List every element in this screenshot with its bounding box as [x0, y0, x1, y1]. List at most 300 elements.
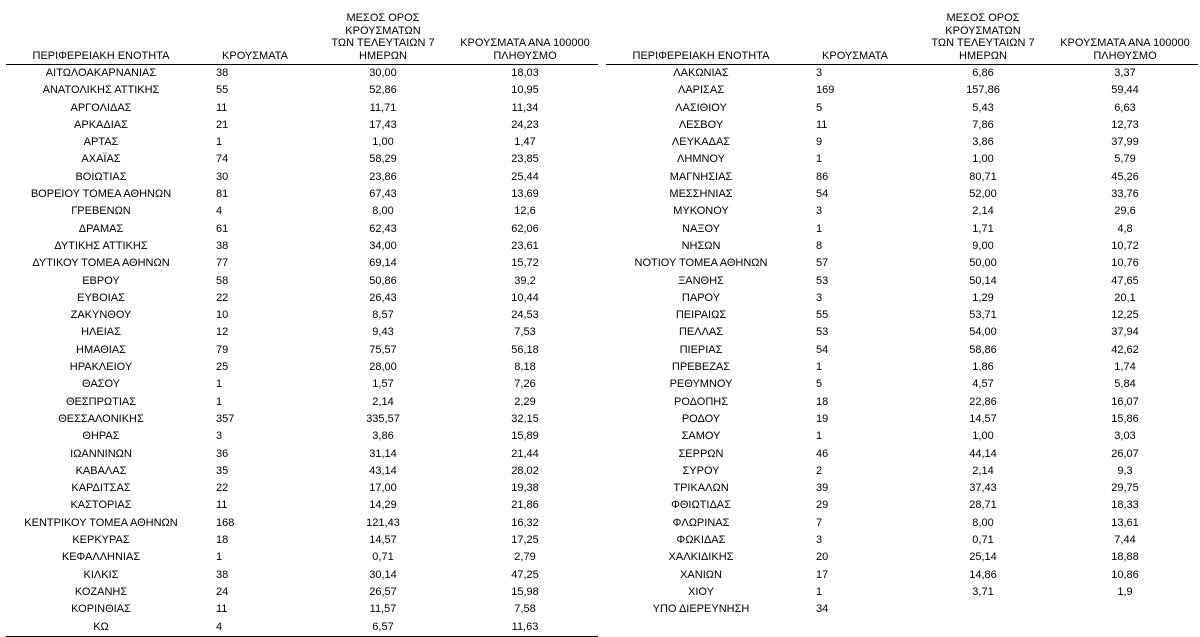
region-cell: ΠΕΛΛΑΣ — [678, 326, 724, 339]
incidence-cell: 5,79 — [1114, 153, 1136, 166]
avg-cell: 52,86 — [369, 84, 397, 97]
table-row — [6, 65, 598, 83]
region-cell: ΒΟΡΕΙΟΥ ΤΟΜΕΑ ΑΘΗΝΩΝ — [30, 188, 172, 201]
region-cell: ΚΟΡΙΝΘΙΑΣ — [71, 603, 131, 616]
region-cell: ΥΠΟ ΔΙΕΡΕΥΝΗΣΗ — [652, 603, 750, 616]
incidence-cell: 2,29 — [514, 395, 536, 408]
cases-cell: 3 — [816, 205, 823, 218]
avg-cell: 28,00 — [369, 361, 397, 374]
incidence-cell: 32,15 — [511, 412, 539, 425]
cases-cell: 3 — [816, 67, 823, 79]
region-cell: ΑΡΚΑΔΙΑΣ — [74, 118, 128, 131]
header-region: ΠΕΡΙΦΕΡΕΙΑΚΗ ΕΝΟΤΗΤΑ — [606, 12, 796, 65]
table-row — [6, 394, 598, 411]
header-cases: ΚΡΟΥΣΜΑΤΑ — [196, 12, 314, 65]
incidence-cell: 18,88 — [1111, 551, 1139, 564]
region-cell: ΛΑΣΙΘΙΟΥ — [675, 101, 727, 114]
region-cell: ΛΑΚΩΝΙΑΣ — [673, 67, 729, 79]
cases-cell: 57 — [816, 257, 829, 270]
incidence-cell: 10,72 — [1111, 239, 1139, 252]
avg-cell: 9,00 — [972, 239, 994, 252]
table-row — [6, 290, 598, 307]
table-row — [606, 117, 1198, 134]
incidence-cell: 15,98 — [511, 585, 539, 598]
incidence-cell: 6,63 — [1114, 101, 1136, 114]
cases-cell: 25 — [216, 361, 229, 374]
incidence-cell: 62,06 — [511, 222, 539, 235]
incidence-cell: 24,23 — [511, 118, 539, 131]
table-row — [6, 186, 598, 203]
avg-cell: 58,86 — [969, 343, 997, 356]
cases-cell: 5 — [816, 101, 823, 114]
table-row — [6, 151, 598, 168]
region-cell: ΑΡΓΟΛΙΔΑΣ — [70, 101, 132, 114]
cases-cell: 357 — [216, 412, 235, 425]
incidence-cell: 47,25 — [511, 568, 539, 581]
table-row — [606, 151, 1198, 168]
incidence-cell: 26,07 — [1111, 447, 1139, 460]
region-cell: ΧΑΝΙΩΝ — [680, 568, 722, 581]
region-cell: ΕΒΡΟΥ — [82, 274, 120, 287]
cases-cell: 168 — [216, 516, 235, 529]
region-cell: ΑΧΑΪΑΣ — [81, 153, 121, 166]
cases-cell: 38 — [216, 568, 229, 581]
avg-cell: 22,86 — [969, 395, 997, 408]
table-row — [6, 255, 598, 272]
region-cell: ΤΡΙΚΑΛΩΝ — [673, 482, 729, 495]
avg-cell: 34,00 — [369, 239, 397, 252]
cases-cell: 39 — [816, 482, 829, 495]
region-cell: ΚΕΦΑΛΛΗΝΙΑΣ — [61, 551, 141, 564]
table-row — [606, 549, 1198, 566]
incidence-cell: 4,8 — [1117, 222, 1133, 235]
cases-cell: 53 — [816, 326, 829, 339]
region-cell: ΒΟΙΩΤΙΑΣ — [75, 170, 127, 183]
avg-cell: 8,57 — [372, 309, 394, 322]
avg-cell: 6,57 — [372, 620, 394, 633]
avg-cell: 2,14 — [972, 205, 994, 218]
incidence-cell: 12,6 — [514, 205, 536, 218]
region-cell: ΗΜΑΘΙΑΣ — [76, 343, 126, 356]
avg-cell: 14,86 — [969, 568, 997, 581]
avg-cell: 52,00 — [969, 188, 997, 201]
table-body-right — [606, 65, 1198, 619]
cases-cell: 11 — [816, 118, 828, 131]
table-row — [606, 463, 1198, 480]
table-row — [606, 584, 1198, 601]
region-cell: ΡΟΔΟΠΗΣ — [673, 395, 729, 408]
region-cell: ΣΑΜΟΥ — [681, 430, 721, 443]
cases-cell: 55 — [816, 309, 829, 322]
right-table-panel — [606, 12, 1198, 619]
avg-cell: 80,71 — [969, 170, 997, 183]
incidence-cell: 42,62 — [1111, 343, 1139, 356]
incidence-cell: 37,94 — [1111, 326, 1139, 339]
table-row — [606, 342, 1198, 359]
cases-cell: 5 — [816, 378, 823, 391]
incidence-cell: 21,44 — [511, 447, 539, 460]
avg-cell: 9,43 — [372, 326, 394, 339]
avg-cell: 31,14 — [369, 447, 397, 460]
table-row — [606, 238, 1198, 255]
cases-cell: 169 — [816, 84, 835, 97]
region-cell: ΞΑΝΘΗΣ — [678, 274, 724, 287]
cases-cell: 11 — [216, 603, 228, 616]
cases-cell: 7 — [816, 516, 823, 529]
cases-cell: 1 — [816, 222, 823, 235]
region-cell: ΠΑΡΟΥ — [681, 291, 721, 304]
table-row — [606, 221, 1198, 238]
region-cell: ΝΑΞΟΥ — [682, 222, 720, 235]
region-cell: ΚΕΝΤΡΙΚΟΥ ΤΟΜΕΑ ΑΘΗΝΩΝ — [24, 516, 178, 529]
region-cell: ΘΑΣΟΥ — [81, 378, 121, 391]
cases-cell: 53 — [816, 274, 829, 287]
cases-cell: 2 — [816, 464, 823, 477]
incidence-cell: 7,44 — [1114, 534, 1136, 547]
avg-cell: 26,43 — [369, 291, 397, 304]
table-row — [6, 376, 598, 393]
region-cell: ΑΝΑΤΟΛΙΚΗΣ ΑΤΤΙΚΗΣ — [42, 84, 160, 97]
avg-cell: 25,14 — [969, 551, 997, 564]
region-cell: ΜΥΚΟΝΟΥ — [673, 205, 729, 218]
incidence-cell: 17,25 — [511, 534, 539, 547]
table-row — [606, 394, 1198, 411]
table-row — [606, 532, 1198, 549]
incidence-cell: 3,03 — [1114, 430, 1136, 443]
table-row — [6, 601, 598, 618]
table-row — [6, 82, 598, 99]
avg-cell: 8,00 — [372, 205, 394, 218]
region-cell: ΑΙΤΩΛΟΑΚΑΡΝΑΝΙΑΣ — [45, 67, 157, 79]
region-cell: ΧΙΟΥ — [688, 585, 714, 598]
avg-cell: 3,86 — [972, 136, 994, 149]
header-cases: ΚΡΟΥΣΜΑΤΑ — [796, 12, 914, 65]
incidence-cell: 2,79 — [514, 551, 536, 564]
table-row — [6, 238, 598, 255]
cases-cell: 81 — [216, 188, 229, 201]
cases-cell: 1 — [816, 585, 823, 598]
table-row — [6, 100, 598, 117]
region-cell: ΠΡΕΒΕΖΑΣ — [671, 361, 731, 374]
table-row — [6, 463, 598, 480]
avg-cell: 1,29 — [972, 291, 994, 304]
avg-cell: 28,71 — [969, 499, 997, 512]
region-cell: ΧΑΛΚΙΔΙΚΗΣ — [668, 551, 734, 564]
avg-cell: 14,57 — [369, 534, 397, 547]
incidence-cell: 7,26 — [514, 378, 536, 391]
avg-cell: 6,86 — [972, 67, 994, 79]
incidence-cell: 10,76 — [1111, 257, 1139, 270]
avg-cell: 30,14 — [369, 568, 397, 581]
table-row — [6, 307, 598, 324]
cases-cell: 86 — [816, 170, 829, 183]
table-row — [6, 169, 598, 186]
cases-cell: 3 — [216, 430, 223, 443]
incidence-cell — [1052, 601, 1198, 618]
region-cell: ΔΥΤΙΚΟΥ ΤΟΜΕΑ ΑΘΗΝΩΝ — [32, 257, 170, 270]
region-cell: ΣΥΡΟΥ — [682, 464, 720, 477]
region-cell: ΠΙΕΡΙΑΣ — [679, 343, 723, 356]
cases-cell: 74 — [216, 153, 229, 166]
avg-cell — [914, 601, 1052, 618]
incidence-cell: 28,02 — [511, 464, 539, 477]
avg-cell: 23,86 — [369, 170, 397, 183]
avg-cell: 0,71 — [972, 534, 994, 547]
cases-cell: 30 — [216, 170, 229, 183]
cases-cell: 1 — [816, 430, 823, 443]
table-row — [606, 82, 1198, 99]
incidence-cell: 7,58 — [514, 603, 536, 616]
avg-cell: 53,71 — [969, 309, 997, 322]
incidence-cell: 45,26 — [1111, 170, 1139, 183]
cases-table-right — [606, 12, 1198, 619]
cases-cell: 12 — [216, 326, 229, 339]
table-row — [6, 342, 598, 359]
cases-cell: 11 — [216, 499, 228, 512]
cases-cell: 1 — [816, 153, 823, 166]
table-row — [606, 515, 1198, 532]
table-row — [606, 601, 1198, 618]
incidence-cell: 10,86 — [1111, 568, 1139, 581]
region-cell: ΗΛΕΙΑΣ — [81, 326, 121, 339]
avg-cell: 1,00 — [972, 153, 994, 166]
region-cell: ΘΕΣΠΡΩΤΙΑΣ — [65, 395, 137, 408]
table-header-row — [606, 12, 1198, 65]
table-row — [606, 428, 1198, 445]
avg-cell: 58,29 — [369, 153, 397, 166]
table-row — [6, 273, 598, 290]
avg-cell: 17,43 — [369, 118, 397, 131]
table-row — [606, 307, 1198, 324]
region-cell: ΘΗΡΑΣ — [82, 430, 120, 443]
avg-cell: 335,57 — [366, 412, 400, 425]
cases-cell: 58 — [216, 274, 229, 287]
table-row — [606, 186, 1198, 203]
avg-cell: 121,43 — [366, 516, 400, 529]
header-incidence: ΚΡΟΥΣΜΑΤΑ ΑΝΑ 100000 ΠΛΗΘΥΣΜΟ — [452, 12, 598, 65]
region-cell: ΜΑΓΝΗΣΙΑΣ — [669, 170, 733, 183]
cases-cell: 8 — [816, 239, 823, 252]
cases-cell: 10 — [216, 309, 229, 322]
cases-table-left — [6, 12, 598, 637]
table-row — [6, 359, 598, 376]
cases-cell: 21 — [216, 118, 229, 131]
table-row — [606, 497, 1198, 514]
table-row — [606, 100, 1198, 117]
avg-cell: 3,71 — [972, 585, 994, 598]
incidence-cell: 1,47 — [514, 136, 536, 149]
cases-cell: 9 — [816, 136, 823, 149]
cases-cell: 4 — [216, 620, 223, 633]
incidence-cell: 15,89 — [511, 430, 539, 443]
region-cell: ΡΕΘΥΜΝΟΥ — [669, 378, 733, 391]
incidence-cell: 25,44 — [511, 170, 539, 183]
incidence-cell: 13,61 — [1111, 516, 1139, 529]
region-cell: ΚΑΣΤΟΡΙΑΣ — [70, 499, 132, 512]
region-cell: ΝΟΤΙΟΥ ΤΟΜΕΑ ΑΘΗΝΩΝ — [634, 257, 768, 270]
incidence-cell: 18,33 — [1111, 499, 1139, 512]
table-row — [6, 221, 598, 238]
incidence-cell: 12,25 — [1111, 309, 1139, 322]
table-row — [606, 290, 1198, 307]
cases-cell: 34 — [816, 603, 829, 616]
header-region: ΠΕΡΙΦΕΡΕΙΑΚΗ ΕΝΟΤΗΤΑ — [6, 12, 196, 65]
table-row — [606, 203, 1198, 220]
region-cell: ΔΥΤΙΚΗΣ ΑΤΤΙΚΗΣ — [54, 239, 148, 252]
table-row — [606, 411, 1198, 428]
incidence-cell: 37,99 — [1111, 136, 1139, 149]
avg-cell: 62,43 — [369, 222, 397, 235]
incidence-cell: 10,44 — [511, 291, 539, 304]
avg-cell: 26,57 — [369, 585, 397, 598]
avg-cell: 1,00 — [972, 430, 994, 443]
avg-cell: 50,00 — [969, 257, 997, 270]
cases-cell: 19 — [816, 412, 829, 425]
cases-cell: 18 — [816, 395, 829, 408]
cases-cell: 29 — [816, 499, 829, 512]
incidence-cell: 15,72 — [511, 257, 539, 270]
table-row — [606, 273, 1198, 290]
cases-cell: 3 — [816, 291, 823, 304]
cases-cell: 46 — [816, 447, 829, 460]
avg-cell: 54,00 — [969, 326, 997, 339]
incidence-cell: 18,03 — [511, 67, 539, 79]
incidence-cell: 29,75 — [1111, 482, 1139, 495]
incidence-cell: 7,53 — [514, 326, 536, 339]
table-row — [6, 584, 598, 601]
incidence-cell: 15,86 — [1111, 412, 1139, 425]
avg-cell: 11,71 — [369, 101, 397, 114]
avg-cell: 14,57 — [969, 412, 997, 425]
avg-cell: 30,00 — [369, 67, 397, 79]
incidence-cell: 19,38 — [511, 482, 539, 495]
table-row — [606, 359, 1198, 376]
avg-cell: 1,71 — [972, 222, 994, 235]
incidence-cell: 8,18 — [514, 361, 536, 374]
table-row — [606, 480, 1198, 497]
incidence-cell: 16,07 — [1111, 395, 1139, 408]
incidence-cell: 59,44 — [1111, 84, 1139, 97]
table-row — [606, 255, 1198, 272]
region-cell: ΛΕΣΒΟΥ — [678, 118, 724, 131]
table-row — [606, 376, 1198, 393]
cases-cell: 54 — [816, 343, 829, 356]
table-row — [606, 567, 1198, 584]
avg-cell: 50,86 — [369, 274, 397, 287]
cases-cell: 22 — [216, 482, 229, 495]
table-body-left — [6, 65, 598, 637]
table-row — [6, 497, 598, 514]
cases-cell: 24 — [216, 585, 229, 598]
region-cell: ΚΑΡΔΙΤΣΑΣ — [71, 482, 131, 495]
region-cell: ΖΑΚΥΝΘΟΥ — [70, 309, 132, 322]
table-row — [606, 446, 1198, 463]
incidence-cell: 3,37 — [1114, 67, 1136, 79]
region-cell: ΛΑΡΙΣΑΣ — [677, 84, 724, 97]
region-cell: ΝΗΣΩΝ — [681, 239, 721, 252]
table-row — [606, 324, 1198, 341]
avg-cell: 44,14 — [969, 447, 997, 460]
table-row — [6, 411, 598, 428]
cases-cell: 1 — [216, 378, 223, 391]
avg-cell: 43,14 — [369, 464, 397, 477]
table-row — [6, 203, 598, 220]
incidence-cell: 29,6 — [1114, 205, 1136, 218]
avg-cell: 8,00 — [972, 516, 994, 529]
avg-cell: 2,14 — [372, 395, 394, 408]
table-header-row — [6, 12, 598, 65]
table-row — [6, 324, 598, 341]
region-cell: ΚΙΛΚΙΣ — [83, 568, 119, 581]
incidence-cell: 11,34 — [511, 101, 539, 114]
incidence-cell: 39,2 — [514, 274, 536, 287]
incidence-cell: 1,9 — [1117, 585, 1133, 598]
cases-cell: 1 — [216, 136, 223, 149]
region-cell: ΓΡΕΒΕΝΩΝ — [71, 205, 131, 218]
avg-cell: 67,43 — [369, 188, 397, 201]
avg-cell: 2,14 — [972, 464, 994, 477]
header-avg: ΜΕΣΟΣ ΟΡΟΣ ΚΡΟΥΣΜΑΤΩΝ ΤΩΝ ΤΕΛΕΥΤΑΙΩΝ 7 ΗΜΕΡΩΝ — [314, 12, 452, 65]
cases-cell: 77 — [216, 257, 229, 270]
avg-cell: 11,57 — [369, 603, 397, 616]
table-row — [606, 134, 1198, 151]
cases-cell: 18 — [216, 534, 229, 547]
cases-cell: 55 — [216, 84, 229, 97]
region-cell: ΚΕΡΚΥΡΑΣ — [72, 534, 130, 547]
region-cell: ΚΟΖΑΝΗΣ — [74, 585, 128, 598]
table-row — [6, 480, 598, 497]
region-cell: ΦΩΚΙΔΑΣ — [676, 534, 726, 547]
header-avg: ΜΕΣΟΣ ΟΡΟΣ ΚΡΟΥΣΜΑΤΩΝ ΤΩΝ ΤΕΛΕΥΤΑΙΩΝ 7 ΗΜΕΡΩΝ — [914, 12, 1052, 65]
incidence-cell: 56,18 — [511, 343, 539, 356]
incidence-cell: 13,69 — [511, 188, 539, 201]
cases-cell: 1 — [816, 361, 823, 374]
table-row — [6, 532, 598, 549]
region-cell: ΦΛΩΡΙΝΑΣ — [672, 516, 730, 529]
avg-cell: 0,71 — [372, 551, 394, 564]
cases-cell: 4 — [216, 205, 223, 218]
region-cell: ΛΗΜΝΟΥ — [677, 153, 725, 166]
region-cell: ΙΩΑΝΝΙΝΩΝ — [70, 447, 132, 460]
cases-cell: 79 — [216, 343, 229, 356]
cases-cell: 35 — [216, 464, 229, 477]
incidence-cell: 11,63 — [511, 620, 539, 633]
avg-cell: 1,00 — [372, 136, 394, 149]
cases-cell: 22 — [216, 291, 229, 304]
region-cell: ΗΡΑΚΛΕΙΟΥ — [69, 361, 133, 374]
cases-cell: 3 — [816, 534, 823, 547]
table-row — [6, 446, 598, 463]
table-row — [6, 549, 598, 566]
table-row — [6, 515, 598, 532]
table-row — [6, 134, 598, 151]
left-table-panel — [6, 12, 598, 637]
region-cell: ΡΟΔΟΥ — [681, 412, 721, 425]
cases-cell: 36 — [216, 447, 229, 460]
avg-cell: 3,86 — [372, 430, 394, 443]
incidence-cell: 33,76 — [1111, 188, 1139, 201]
avg-cell: 1,86 — [972, 361, 994, 374]
cases-cell: 61 — [216, 222, 229, 235]
avg-cell: 1,57 — [372, 378, 394, 391]
incidence-cell: 9,3 — [1117, 464, 1133, 477]
avg-cell: 14,29 — [369, 499, 397, 512]
region-cell: ΠΕΙΡΑΙΩΣ — [675, 309, 727, 322]
region-cell: ΘΕΣΣΑΛΟΝΙΚΗΣ — [58, 412, 144, 425]
header-incidence: ΚΡΟΥΣΜΑΤΑ ΑΝΑ 100000 ΠΛΗΘΥΣΜΟ — [1052, 12, 1198, 65]
region-cell: ΔΡΑΜΑΣ — [78, 222, 124, 235]
avg-cell: 5,43 — [972, 101, 994, 114]
